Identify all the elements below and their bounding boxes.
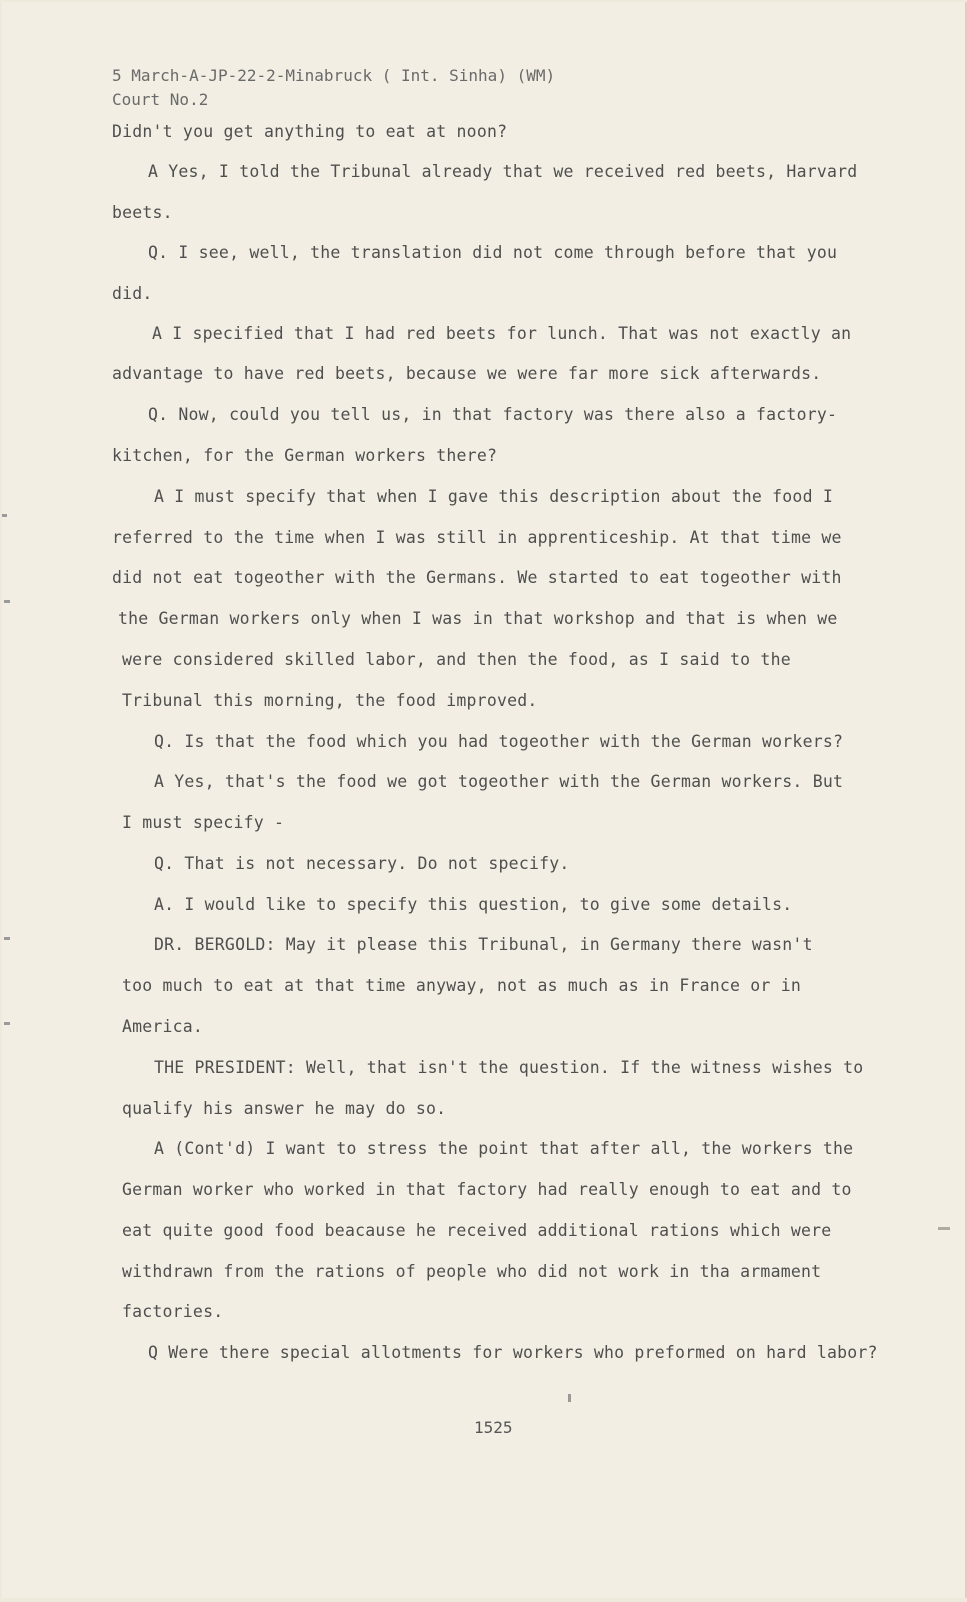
paper-mark — [938, 1227, 950, 1230]
transcript-line: I must specify - — [122, 813, 285, 832]
transcript-line: THE PRESIDENT: Well, that isn't the question. If the witness wishes to — [154, 1058, 864, 1077]
transcript-line: advantage to have red beets, because we were far more sick afterwards. — [112, 364, 822, 383]
transcript-line: DR. BERGOLD: May it please this Tribunal, in Germany there wasn't — [154, 935, 813, 954]
paper-mark — [4, 937, 10, 940]
transcript-line: A. I would like to specify this question, to give some details. — [154, 895, 793, 914]
transcript-line: too much to eat at that time anyway, not as much as in France or in — [122, 976, 801, 995]
transcript-line: eat quite good food beacause he received additional rations which were — [122, 1221, 832, 1240]
transcript-line: did not eat togeother with the Germans. We started to eat togeother with — [112, 568, 842, 587]
transcript-line: withdrawn from the rations of people who did not work in tha armament — [122, 1262, 822, 1281]
transcript-line: factories. — [122, 1302, 224, 1321]
transcript-line: Q Were there special allotments for workers who preformed on hard labor? — [148, 1343, 878, 1362]
transcript-header — [112, 64, 555, 112]
transcript-line: Q. Is that the food which you had togeother with the German workers? — [154, 732, 844, 751]
transcript-line: were considered skilled labor, and then the food, as I said to the — [122, 650, 791, 669]
transcript-line: the German workers only when I was in that workshop and that is when we — [118, 609, 838, 628]
transcript-line: Q. I see, well, the translation did not come through before that you — [148, 243, 838, 262]
transcript-line: America. — [122, 1017, 204, 1036]
document-page — [2, 2, 967, 1598]
paper-mark — [4, 600, 10, 603]
transcript-line: Q. That is not necessary. Do not specify. — [154, 854, 570, 873]
transcript-line: A (Cont'd) I want to stress the point that after all, the workers the — [154, 1139, 854, 1158]
page-number: 1525 — [474, 1418, 513, 1437]
paper-mark — [2, 514, 7, 517]
paper-mark — [568, 1394, 571, 1402]
transcript-line: A I specified that I had red beets for lunch. That was not exactly an — [152, 324, 852, 343]
transcript-line: A I must specify that when I gave this description about the food I — [154, 487, 833, 506]
header-session-line: 5 March-A-JP-22-2-Minabruck ( Int. Sinha) (WM) — [112, 66, 556, 85]
transcript-line: Q. Now, could you tell us, in that factory was there also a factory- — [148, 405, 838, 424]
transcript-line: beets. — [112, 203, 173, 222]
transcript-line: Tribunal this morning, the food improved. — [122, 691, 538, 710]
paper-mark — [4, 1022, 10, 1025]
transcript-line: kitchen, for the German workers there? — [112, 446, 498, 465]
transcript-line: did. — [112, 284, 153, 303]
transcript-line: German worker who worked in that factory had really enough to eat and to — [122, 1180, 852, 1199]
transcript-line: A Yes, that's the food we got togeother with the German workers. But — [154, 772, 844, 791]
transcript-line: referred to the time when I was still in apprenticeship. At that time we — [112, 528, 842, 547]
transcript-line: qualify his answer he may do so. — [122, 1099, 447, 1118]
header-court-line: Court No.2 — [112, 90, 209, 109]
transcript-line: Didn't you get anything to eat at noon? — [112, 122, 508, 141]
transcript-line: A Yes, I told the Tribunal already that we received red beets, Harvard — [148, 162, 858, 181]
